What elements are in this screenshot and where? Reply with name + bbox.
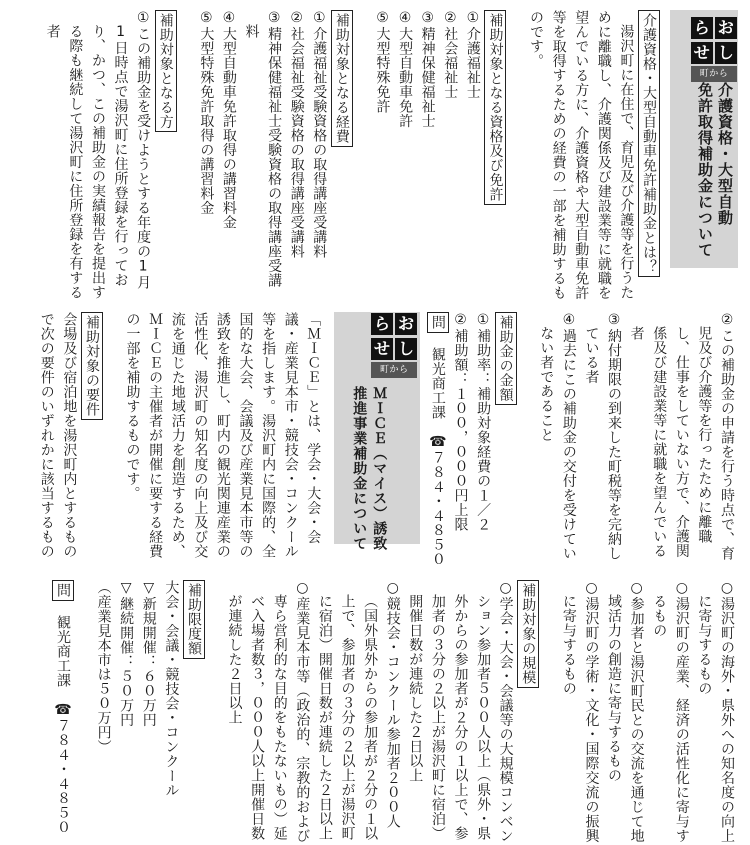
article2-intro: 「ＭＩＣＥ」とは、学会・大会・会議・産業見本市・競技会・コンクール等を指します。湯沢町内に国際的、全国的な大会、会議及び産業見本市等の誘致を推進し、町内の観光関連産業の活性化、湯沢町の知名度の向上及び交流を通じた地域活力を創造するため、ＭＩＣＥの主催者が開催に要する経費の一部を補助するものです。 [124, 312, 322, 559]
target-item-2: ②この補助金の申請を行う時点で、育児及び介護等を行ったために離職し、仕事をしていない方で、介護関係及び建設業等に就職を望んでいる者 [628, 312, 735, 561]
limit-new: ▽新規開催：６０万円 [140, 580, 157, 727]
article1-columns [41, 10, 738, 300]
requirements-text: 会場及び宿泊地を湯沢町内とするもので次の要件のいずれかに該当するもの [38, 312, 78, 559]
scale-item: ○産業見本市等（政治的、宗教的および専ら営利的な目的をもたないもの）延べ入場者数３，０００人以上開催日数が連続した２日以上 [226, 580, 311, 843]
article1-intro: 湯沢町に在住で、育児及び介護等を行うために離職し、介護関係及び建設業等に就職を望んでいる方に、介護資格や大型自動車免許等を取得するための経費の一部を補助するものです。 [528, 10, 635, 300]
target-heading: 補助対象となる方 [155, 10, 177, 132]
qualification-item: ①介護福祉士 [464, 10, 481, 99]
inquiry-icon: 問 [52, 580, 74, 601]
cost-item: ⑤大型特殊免許取得の講習料金 [198, 10, 215, 215]
inquiry-icon: 問 [427, 312, 449, 333]
article2-contact [51, 580, 74, 843]
cost-item: ③精神保健福祉士受験資格の取得講座受講料 [243, 10, 283, 288]
amount-heading: 補助金の金額 [495, 312, 517, 405]
limit-scope: 大会・会議・競技会・コンクール [163, 580, 180, 798]
scale-item: ○学会・大会・会議等の大規模コンベンション参加者５００人以上（県外・県外からの参加者が２分の１以上で、参加者の３分の２以上が湯沢町に宿泊）開催日数が連続した２日以上 [407, 580, 514, 843]
contact-dept: 観光商工課 [54, 615, 71, 688]
qualification-item: ④大型自動車免許 [397, 10, 414, 128]
target-item-4: ④過去にこの補助金の交付を受けていない者であること [538, 312, 577, 561]
amount-rate: ①補助率：補助対象経費の１／２ [475, 312, 492, 532]
qualifications-heading: 補助対象となる資格及び免許 [484, 10, 506, 205]
cost-item: ④大型自動車免許取得の講習料金 [220, 10, 237, 230]
target-item-1: ①この補助金を受けようとする年度の1月1日時点で湯沢町に住所登録を行っており、かつ、この補助金の実績報告を提出する際も継続して湯沢町に住所登録を有する者 [44, 10, 152, 300]
requirement-item: ○参加者と湯沢町民との交流を通じて地域活力の創造に寄与するもの [606, 580, 645, 843]
requirement-item: ○湯沢町の海外・県外への知名度の向上に寄与するもの [696, 580, 735, 843]
article1-contact [426, 312, 449, 568]
rao-seshi-logo: ら おせ し 町から [370, 312, 418, 379]
article1-band [0, 0, 750, 302]
article1-question-heading: 介護資格・大型自動車免許補助金とは？ [638, 10, 660, 277]
requirements-heading: 補助対象の要件 [81, 312, 103, 420]
limit-heading: 補助限度額 [183, 580, 205, 659]
amount-cap: ②補助額：１００，０００円上限 [452, 312, 469, 532]
costs-heading: 補助対象となる経費 [331, 10, 353, 147]
qualification-item: ③精神保健福祉士 [419, 10, 436, 128]
qualification-item: ⑤大型特殊免許 [374, 10, 391, 114]
cost-item: ②社会福祉受験資格の取得講座受講料 [288, 10, 305, 259]
scale-heading: 補助対象の規模 [517, 580, 539, 688]
middle-band [0, 302, 750, 570]
requirement-item: ○湯沢町の産業、経済の活性化に寄与するもの [651, 580, 690, 843]
article1-title-block [670, 10, 738, 268]
rao-seshi-logo: ら おせ し 町から [690, 16, 738, 83]
article1-title-line2: 免許取得補助金について [696, 82, 714, 258]
limit-continued: ▽継続開催：５０万円 [118, 580, 135, 727]
contact-phone: ☎７８４・４８５０ [429, 434, 446, 567]
limit-note: （産業見本市は５０万円） [95, 580, 112, 754]
qualification-item: ②社会福祉士 [442, 10, 459, 99]
article2-columns [51, 580, 738, 843]
article1-title-line1: 介護資格・大型自動 [716, 82, 734, 226]
contact-dept: 観光商工課 [429, 347, 446, 420]
contact-phone: ☎７８４・４８５０ [54, 702, 71, 835]
cost-item: ①介護福祉受験資格の取得講座受講料 [311, 10, 328, 259]
article2-title-line1: ＭＩＣＥ（マイス）誘致 [371, 386, 388, 551]
middle-columns [35, 312, 738, 568]
scale-item: ○競技会・コンクール参加者２００人（国外県外からの参加者が２分の１以上で、参加者の３分の２以上が湯沢町に宿泊）開催日数が連続した２日以上 [316, 580, 401, 841]
requirement-item: ○湯沢町の学術・文化・国際交流の振興に寄与するもの [560, 580, 600, 843]
target-item-3: ③納付期限の到来した町税等を完納している者 [583, 312, 623, 561]
article2-title-block [334, 312, 420, 568]
article2-band [0, 570, 750, 845]
article2-title-line2: 推進事業補助金について [351, 386, 368, 551]
